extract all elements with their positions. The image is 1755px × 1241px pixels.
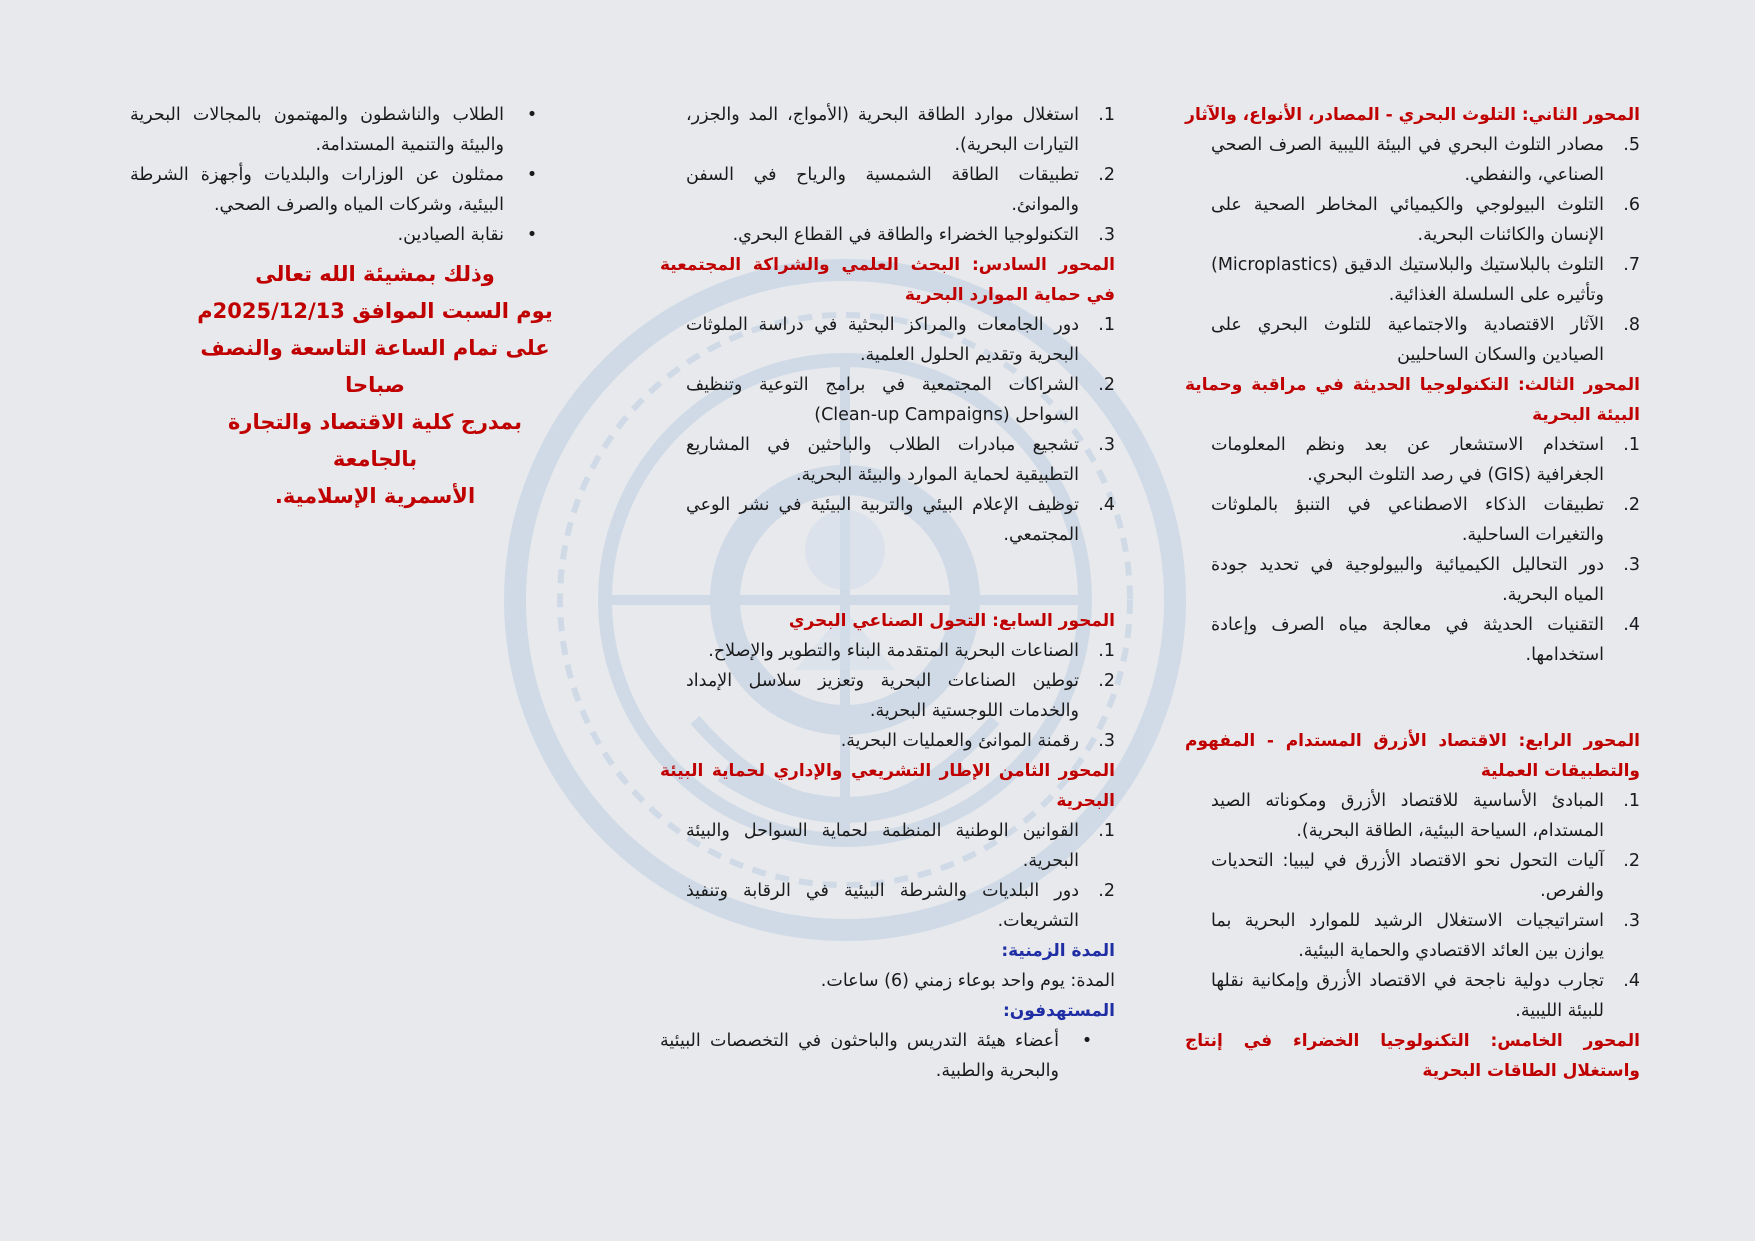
axis2-heading: المحور الثاني: التلوث البحري - المصادر، الأنواع، والآثار xyxy=(1185,105,1640,125)
axis4-heading: المحور الرابع: الاقتصاد الأزرق المستدام - المفهوم والتطبيقات العملية xyxy=(1185,731,1640,781)
axis2-list xyxy=(1185,130,1640,370)
list-item: 4. التقنيات الحديثة في معالجة مياه الصرف وإعادة استخدامها. xyxy=(1211,615,1640,665)
list-item: • نقابة الصيادين. xyxy=(397,225,538,245)
axis6-heading: المحور السادس: البحث العلمي والشراكة المجتمعية في حماية الموارد البحرية xyxy=(660,255,1115,305)
axis3-list xyxy=(1185,430,1640,670)
list-item: 3. دور التحاليل الكيميائية والبيولوجية في تحديد جودة المياه البحرية. xyxy=(1211,555,1640,605)
axis4-list xyxy=(1185,786,1640,1026)
list-item: 1. المبادئ الأساسية للاقتصاد الأزرق ومكوناته الصيد المستدام، السياحة البيئية، الطاقة البحرية). xyxy=(1211,791,1640,841)
list-item: 4. تجارب دولية ناجحة في الاقتصاد الأزرق وإمكانية نقلها للبيئة الليبية. xyxy=(1211,971,1640,1021)
closing-line: وذلك بمشيئة الله تعالى xyxy=(255,262,495,286)
list-item: 2. تطبيقات الطاقة الشمسية والرياح في السفن والموانئ. xyxy=(686,165,1115,215)
axis5-list xyxy=(660,100,1115,250)
list-item: 3. تشجيع مبادرات الطلاب والباحثين في المشاريع التطبيقية لحماية الموارد والبيئة البحرية. xyxy=(686,435,1115,485)
duration-text: المدة: يوم واحد بوعاء زمني (6) ساعات. xyxy=(820,971,1115,991)
list-item: 4. توظيف الإعلام البيئي والتربية البيئية في نشر الوعي المجتمعي. xyxy=(686,495,1115,545)
list-item: 1. الصناعات البحرية المتقدمة البناء والتطوير والإصلاح. xyxy=(708,641,1115,661)
axis7-heading: المحور السابع: التحول الصناعي البحري xyxy=(788,611,1115,631)
list-item: • ممثلون عن الوزارات والبلديات وأجهزة الشرطة البيئية، وشركات المياه والصرف الصحي. xyxy=(130,165,538,215)
right-column xyxy=(1185,100,1640,1086)
list-item: 1. القوانين الوطنية المنظمة لحماية السواحل والبيئة البحرية. xyxy=(686,821,1115,871)
list-item: 2. آليات التحول نحو الاقتصاد الأزرق في ليبيا: التحديات والفرص. xyxy=(1211,851,1640,901)
left-column xyxy=(130,100,560,515)
closing-statement xyxy=(130,256,560,515)
audience-heading: المستهدفون: xyxy=(1003,1001,1115,1021)
audience-list-continued xyxy=(130,100,560,250)
middle-column xyxy=(660,100,1115,1086)
axis7-list xyxy=(660,636,1115,756)
list-item: • أعضاء هيئة التدريس والباحثون في التخصصات البيئية والبحرية والطبية. xyxy=(660,1031,1093,1081)
axis8-heading: المحور الثامن الإطار التشريعي والإداري لحماية البيئة البحرية xyxy=(660,761,1115,811)
list-item: 2. تطبيقات الذكاء الاصطناعي في التنبؤ بالملوثات والتغيرات الساحلية. xyxy=(1211,495,1640,545)
axis3-heading: المحور الثالث: التكنولوجيا الحديثة في مراقبة وحماية البيئة البحرية xyxy=(1185,375,1640,425)
duration-heading: المدة الزمنية: xyxy=(1001,941,1115,961)
list-item: 1. استخدام الاستشعار عن بعد ونظم المعلومات الجغرافية (GIS) في رصد التلوث البحري. xyxy=(1211,435,1640,485)
axis6-list xyxy=(660,310,1115,550)
axis5-heading: المحور الخامس: التكنولوجيا الخضراء في إنتاج واستغلال الطاقات البحرية xyxy=(1185,1031,1640,1081)
list-item: 3. التكنولوجيا الخضراء والطاقة في القطاع البحري. xyxy=(732,225,1115,245)
list-item: • الطلاب والناشطون والمهتمون بالمجالات البحرية والبيئة والتنمية المستدامة. xyxy=(130,105,538,155)
list-item: 1. دور الجامعات والمراكز البحثية في دراسة الملوثات البحرية وتقديم الحلول العلمية. xyxy=(686,315,1115,365)
list-item: 2. دور البلديات والشرطة البيئية في الرقابة وتنفيذ التشريعات. xyxy=(686,881,1115,931)
audience-list xyxy=(660,1026,1115,1086)
closing-time: على تمام الساعة التاسعة والنصف صباحا xyxy=(200,336,550,397)
list-item: 2. الشراكات المجتمعية في برامج التوعية وتنظيف السواحل (Clean-up Campaigns) xyxy=(686,375,1115,425)
closing-university: الأسمرية الإسلامية. xyxy=(274,484,476,508)
list-item: 3. رقمنة الموانئ والعمليات البحرية. xyxy=(840,731,1115,751)
closing-venue: بمدرج كلية الاقتصاد والتجارة بالجامعة xyxy=(227,410,523,471)
list-item: 5. مصادر التلوث البحري في البيئة الليبية الصرف الصحي الصناعي، والنفطي. xyxy=(1211,135,1640,185)
list-item: 6. التلوث البيولوجي والكيميائي المخاطر الصحية على الإنسان والكائنات البحرية. xyxy=(1211,195,1640,245)
axis8-list xyxy=(660,816,1115,936)
closing-date: يوم السبت الموافق 2025/12/13م xyxy=(197,299,553,323)
list-item: 2. توطين الصناعات البحرية وتعزيز سلاسل الإمداد والخدمات اللوجستية البحرية. xyxy=(686,671,1115,721)
list-item: 8. الآثار الاقتصادية والاجتماعية للتلوث البحري على الصيادين والسكان الساحليين xyxy=(1211,315,1640,365)
list-item: 7. التلوث بالبلاستيك والبلاستيك الدقيق (Microplastics) وتأثيره على السلسلة الغذائية. xyxy=(1211,255,1640,305)
list-item: 3. استراتيجيات الاستغلال الرشيد للموارد البحرية بما يوازن بين العائد الاقتصادي والحماية البيئية. xyxy=(1211,911,1640,961)
list-item: 1. استغلال موارد الطاقة البحرية (الأمواج، المد والجزر، التيارات البحرية). xyxy=(686,105,1115,155)
